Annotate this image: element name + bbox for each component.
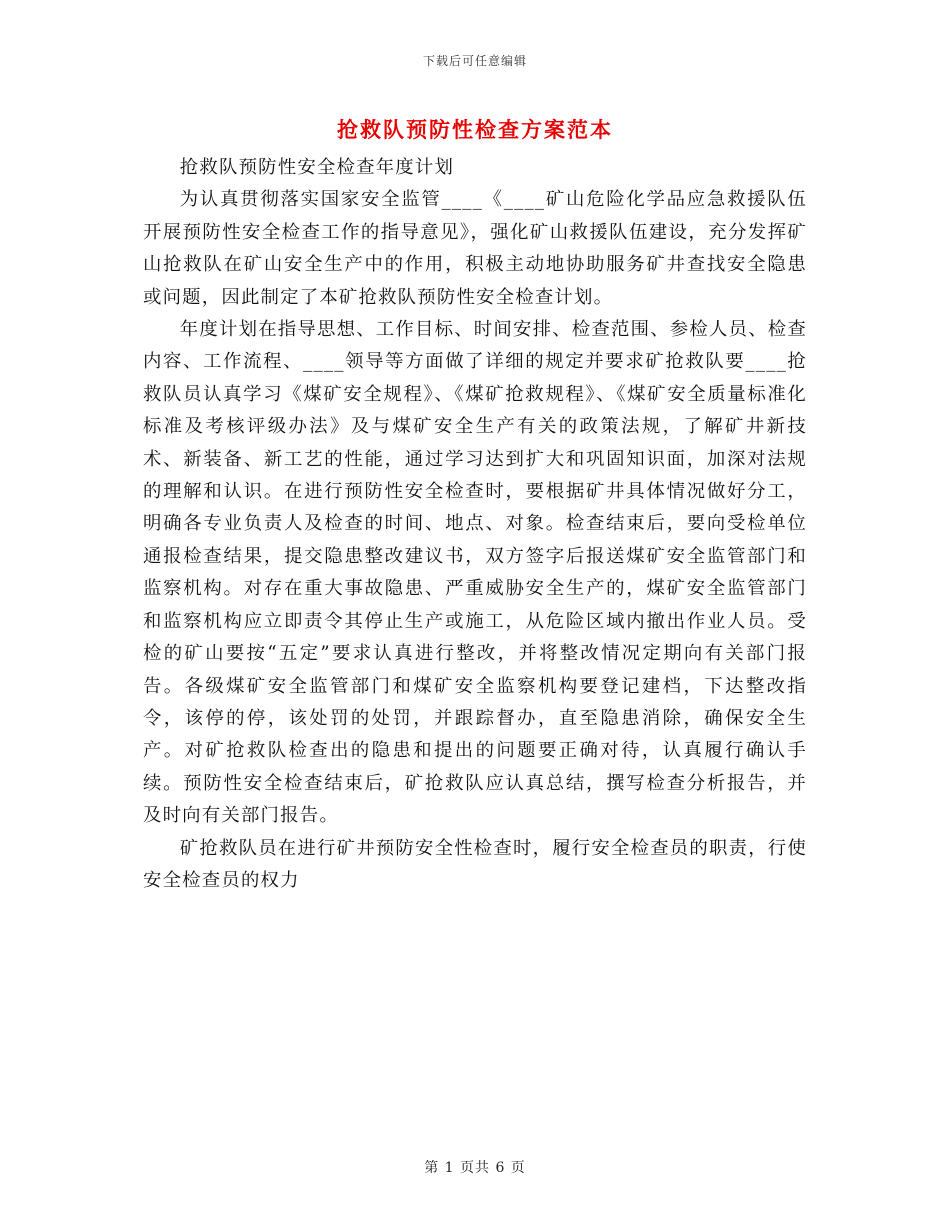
- document-title: 抢救队预防性检查方案范本: [337, 117, 613, 142]
- page-header-note: 下载后可任意编辑: [422, 54, 527, 68]
- body-paragraph-2: 年度计划在指导思想、工作目标、时间安排、检查范围、参检人员、检查内容、工作流程、____领导等方面做了详细的规定并要求矿抢救队要____抢救队员认真学习《煤矿安全规程》、《煤矿抢救规程》、《煤矿安全质量标准化标准及考核评级办法》及与煤矿安全生产有关的政策法规，了解矿井新技术、新装备、新工艺的性能，通过学习达到扩大和巩固知识面，加深对法规的理解和认识。在进行预防性安全检查时，要根据矿井具体情况做好分工，明确各专业负责人及检查的时间、地点、对象。检查结束后，要向受检单位通报检查结果，提交隐患整改建议书，双方签字后报送煤矿安全监管部门和监察机构。对存在重大事故隐患、严重威胁安全生产的，煤矿安全监管部门和监察机构应立即责令其停止生产或施工，从危险区域内撤出作业人员。受检的矿山要按“五定”要求认真进行整改，并将整改情况定期向有关部门报告。各级煤矿安全监管部门和煤矿安全监察机构要登记建档，下达整改指令，该停的停，该处罚的处罚，并跟踪督办，直至隐患消除，确保安全生产。对矿抢救队检查出的隐患和提出的问题要正确对待，认真履行确认手续。预防性安全检查结束后，矿抢救队应认真总结，撰写检查分析报告，并及时向有关部门报告。: [143, 319, 807, 827]
- body-paragraph-3: 矿抢救队员在进行矿井预防安全性检查时，履行安全检查员的职责，行使安全检查员的权力: [143, 837, 807, 891]
- page-number-footer: 第 1 页共 6 页: [424, 1160, 526, 1176]
- document-subtitle: 抢救队预防性安全检查年度计划: [179, 157, 455, 178]
- document-body: [143, 152, 807, 897]
- body-paragraph-1: 为认真贯彻落实国家安全监管____《____矿山危险化学品应急救援队伍开展预防性安全检查工作的指导意见》，强化矿山救援队伍建设，充分发挥矿山抢救队在矿山安全生产中的作用，积极主动地协助服务矿井查找安全隐患或问题，因此制定了本矿抢救队预防性安全检查计划。: [143, 189, 807, 308]
